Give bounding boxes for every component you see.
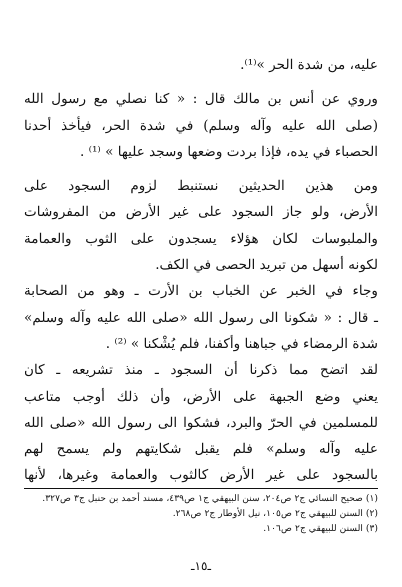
text-line: عليه، من شدة الحر »⁽¹⁾. [240, 57, 378, 73]
text-line: الأرض، ولو جاز السجود على غير الأرض من المفروشات [24, 204, 378, 221]
text-line: وجاء في الخبر عن الخباب بن الأرت ـ وهو من الصحابة [24, 283, 378, 300]
text-line: بالسجود على غير الأرض كالثوب والعمامة وغيرها، لأنها [24, 467, 378, 484]
footnote: (٢) السنن للبيهقي ج٢ ص١٠٥، نيل الأوطار ج٢ ص٢٦٨. [172, 508, 378, 519]
text-line: الحصباء في يده، فإذا بردت وضعها وسجد عليها » ⁽¹⁾ . [79, 143, 378, 160]
footnotes [24, 491, 378, 536]
text-line: والملبوسات لكان هؤلاء يسجدون على الثوب والعمامة [24, 230, 378, 247]
body-text [24, 52, 378, 489]
text-line: شدة الرمضاء في جباهنا وأكفنا، فلم يُشْكنا » ⁽²⁾ . [105, 335, 378, 352]
text-line: لقد اتضح مما ذكرنا أن السجود ـ منذ تشريعه ـ كان [24, 362, 378, 379]
text-line: يعني وضع الجبهة على الأرض، وأن ذلك أوجب متاعب [24, 388, 378, 405]
footnote: (٣) السنن للبيهقي ج٢ ص١٠٦. [263, 523, 378, 534]
text-line: ـ قال : « شكونا الى رسول الله «صلى الله عليه وآله وسلم» [24, 309, 378, 326]
text-line: للمسلمين في الحرّ والبرد، فشكوا الى رسول الله «صلى الله [24, 414, 378, 431]
page-number: ـ١٥ـ [191, 559, 211, 573]
text-line: عليه وآله وسلم» فلم يقبل شكايتهم ولم يسمح لهم [24, 441, 378, 458]
text-line: لكونه أسهل من تبريد الحصى في الكف. [155, 257, 378, 274]
text-line: ومن هذين الحديثين نستنبط لزوم السجود على [24, 178, 378, 195]
footnote-divider [24, 488, 378, 489]
text-line: (صلى الله عليه وآله وسلم) في شدة الحر، فيأخذ أحدنا [24, 117, 378, 134]
text-line: وروي عن أنس بن مالك قال : « كنا نصلي مع رسول الله [24, 91, 378, 108]
footnote: (١) صحيح النسائي ج٢ ص٢٠٤، سنن البيهقي ج١ ص٤٣٩، مسند أحمد بن حنبل ج٣ ص٣٢٧. [42, 493, 378, 504]
